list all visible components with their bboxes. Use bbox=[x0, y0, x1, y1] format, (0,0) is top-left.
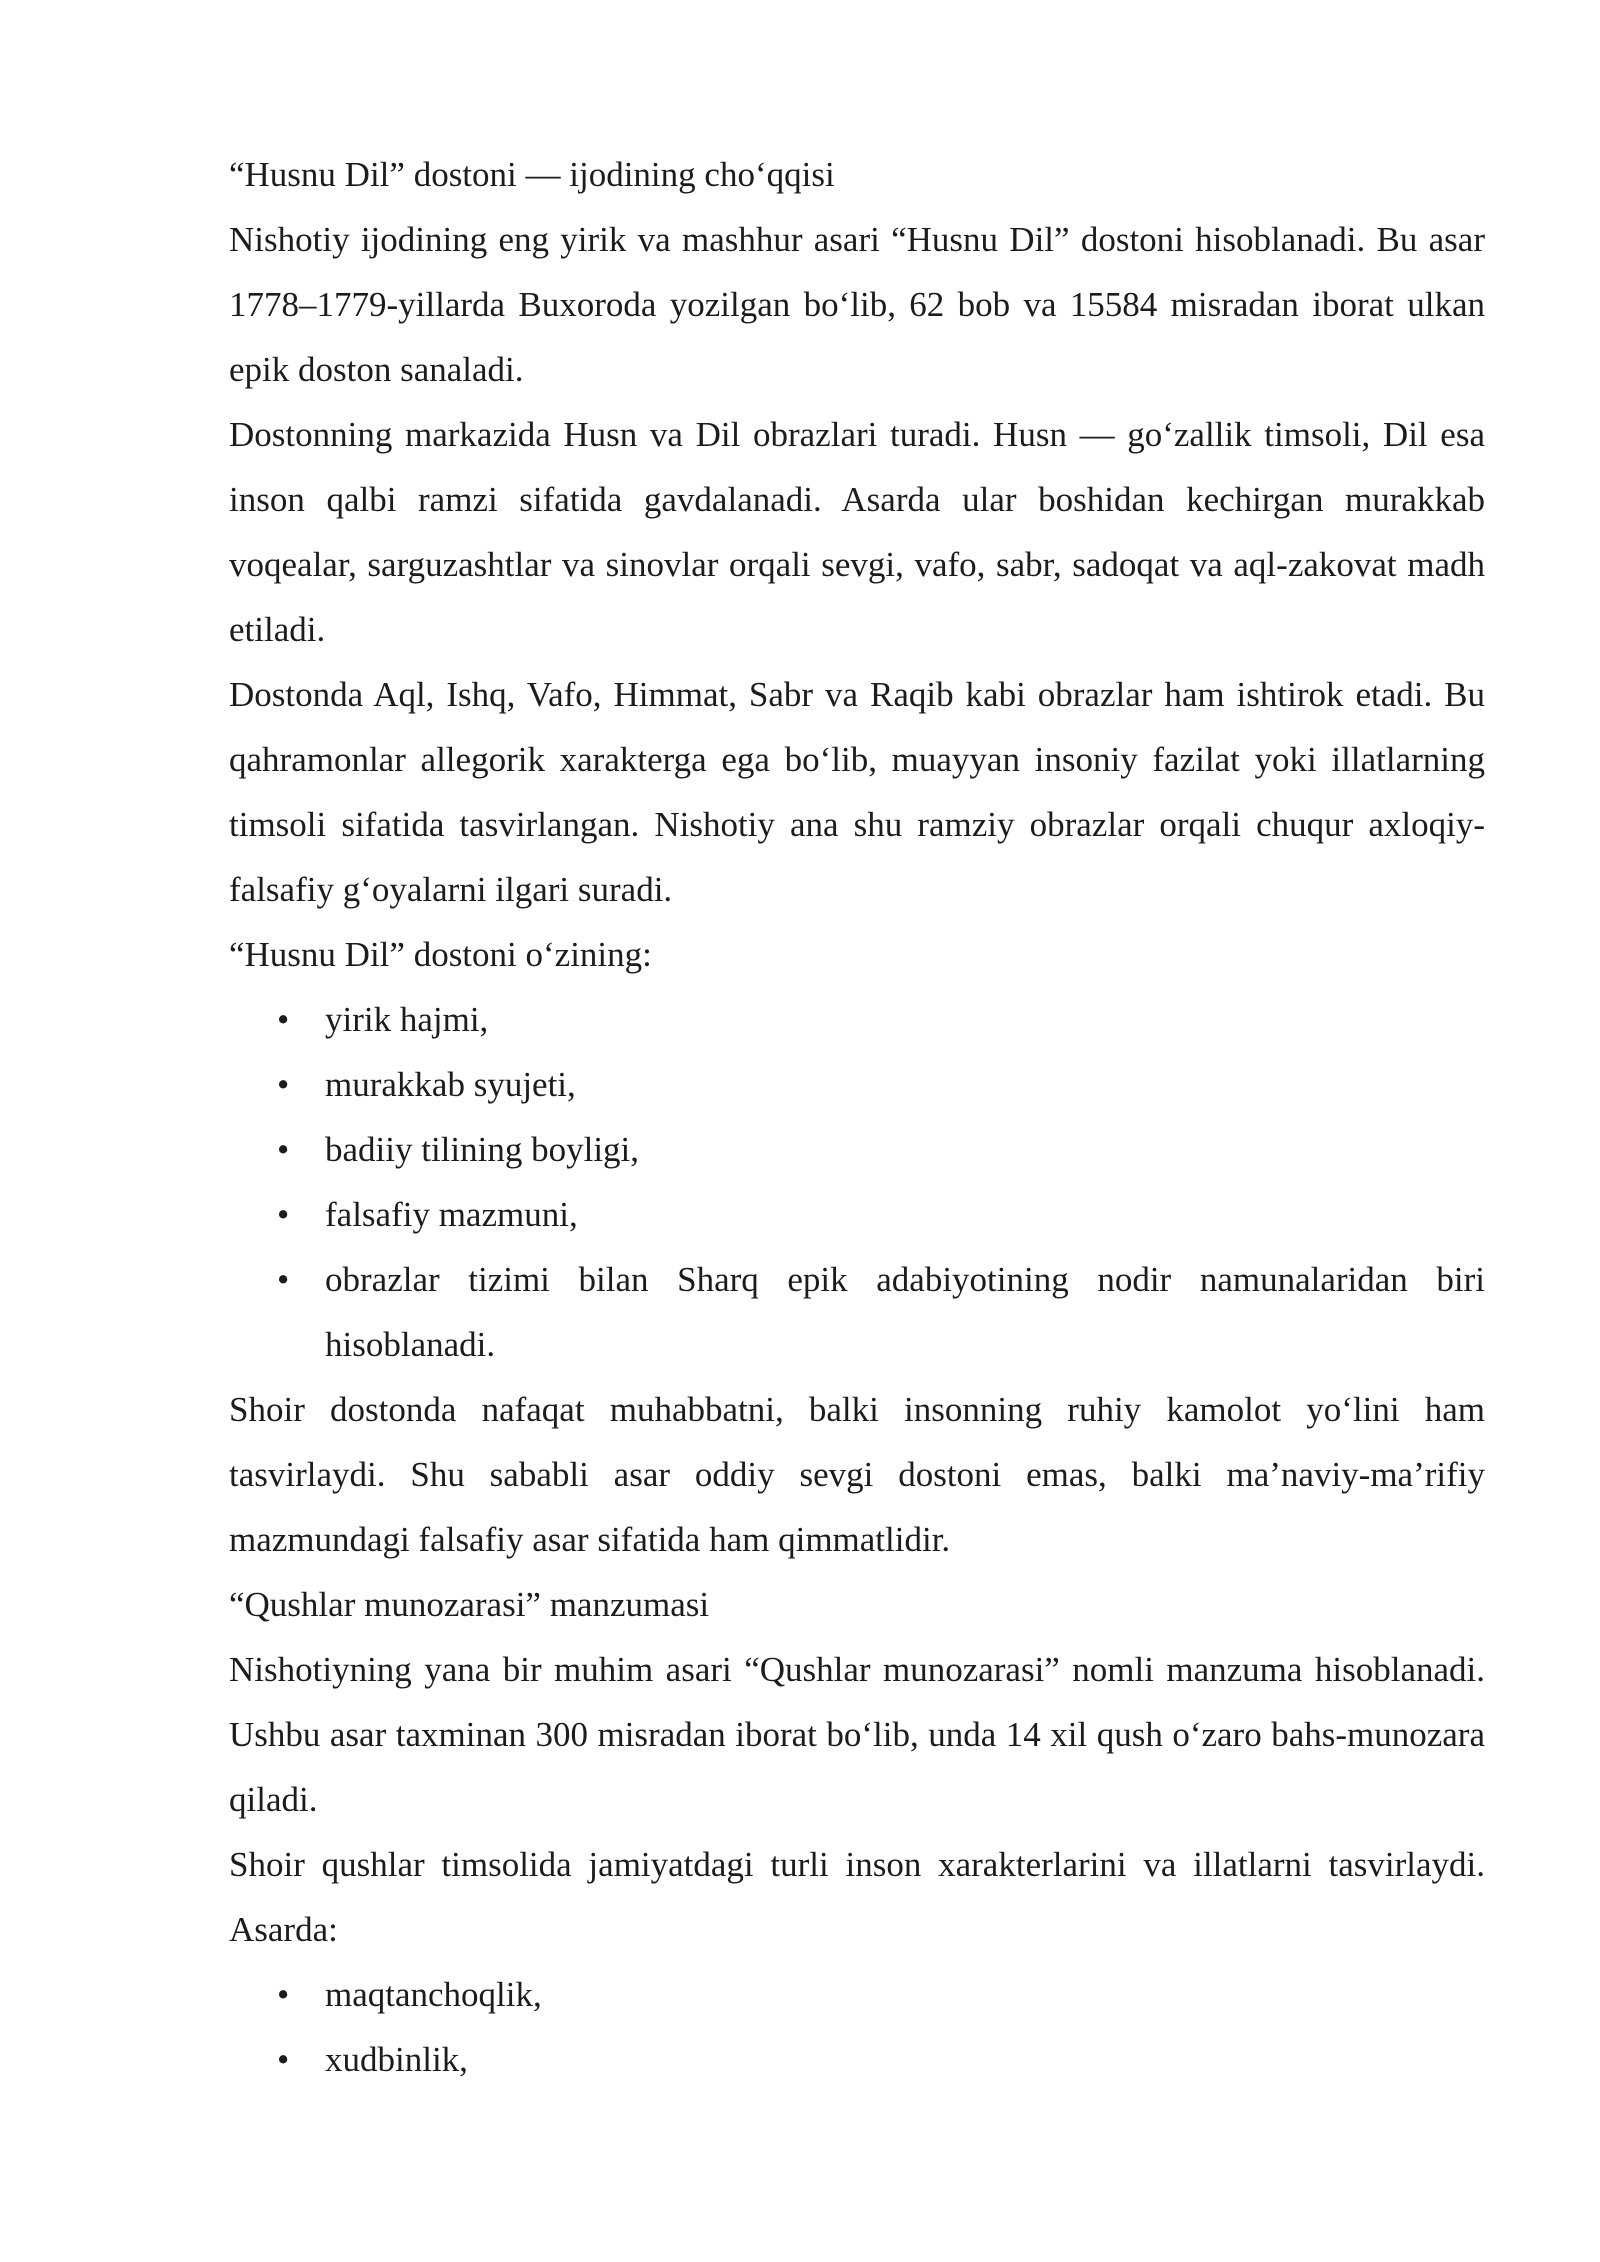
bullet-icon: • bbox=[277, 1130, 290, 1169]
list-item bbox=[229, 1052, 1485, 1117]
paragraph: Shoir dostonda nafaqat muhabbatni, balki insonning ruhiy kamolot yo‘lini ham tasvirlaydi. Shu sababli asar oddiy sevgi dostoni emas, balki ma’naviy-ma’rifiy mazmundagi falsafiy asar sifatida ham qimmatlidir. bbox=[229, 1390, 1485, 1559]
list-intro: “Husnu Dil” dostoni o‘zining: bbox=[229, 935, 652, 974]
paragraph: Shoir qushlar timsolida jamiyatdagi turli inson xarakterlarini va illatlarni tasvirlaydi. Asarda: bbox=[229, 1845, 1485, 1949]
bullet-icon: • bbox=[277, 2040, 290, 2079]
list-item-text: xudbinlik, bbox=[325, 2040, 468, 2079]
list-item bbox=[229, 1962, 1485, 2027]
list-item bbox=[229, 987, 1485, 1052]
list-item bbox=[229, 2027, 1485, 2092]
list-item-text: badiiy tilining boyligi, bbox=[325, 1130, 640, 1169]
bullet-icon: • bbox=[277, 1000, 290, 1039]
list-item bbox=[229, 1182, 1485, 1247]
paragraph: Dostonning markazida Husn va Dil obrazlari turadi. Husn — go‘zallik timsoli, Dil esa inson qalbi ramzi sifatida gavdalanadi. Asarda ular boshidan kechirgan murakkab voqealar, sarguzashtlar va sinovlar orqali sevgi, vafo, sabr, sadoqat va aql-zakovat madh etiladi. bbox=[229, 415, 1485, 649]
list-item-text: obrazlar tizimi bilan Sharq epik adabiyotining nodir namunalaridan biri hisoblanadi. bbox=[325, 1260, 1485, 1364]
bullet-list-vices bbox=[229, 1962, 1485, 2092]
paragraph: Nishotiyning yana bir muhim asari “Qushlar munozarasi” nomli manzuma hisoblanadi. Ushbu asar taxminan 300 misradan iborat bo‘lib, unda 14 xil qush o‘zaro bahs-munozara qiladi. bbox=[229, 1650, 1485, 1819]
bullet-icon: • bbox=[277, 1065, 290, 1104]
list-item bbox=[229, 1117, 1485, 1182]
list-item bbox=[229, 1247, 1485, 1377]
paragraph: Dostonda Aql, Ishq, Vafo, Himmat, Sabr va Raqib kabi obrazlar ham ishtirok etadi. Bu qahramonlar allegorik xarakterga ega bo‘lib, muayyan insoniy fazilat yoki illatlarning timsoli sifatida tasvirlangan. Nishotiy ana shu ramziy obrazlar orqali chuqur axloqiy-falsafiy g‘oyalarni ilgari suradi. bbox=[229, 675, 1485, 909]
list-item-text: yirik hajmi, bbox=[325, 1000, 489, 1039]
bullet-icon: • bbox=[277, 1975, 290, 2014]
paragraph: Nishotiy ijodining eng yirik va mashhur asari “Husnu Dil” dostoni hisoblanadi. Bu asar 1778–1779-yillarda Buxoroda yozilgan bo‘lib, 62 bob va 15584 misradan iborat ulkan epik doston sanaladi. bbox=[229, 220, 1485, 389]
bullet-icon: • bbox=[277, 1260, 290, 1299]
document-body bbox=[229, 142, 1485, 2092]
list-item-text: murakkab syujeti, bbox=[325, 1065, 576, 1104]
section-heading-husnu-dil: “Husnu Dil” dostoni — ijodining cho‘qqisi bbox=[229, 155, 835, 194]
bullet-list-features bbox=[229, 987, 1485, 1377]
section-heading-qushlar-munozarasi: “Qushlar munozarasi” manzumasi bbox=[229, 1585, 710, 1624]
bullet-icon: • bbox=[277, 1195, 290, 1234]
list-item-text: maqtanchoqlik, bbox=[325, 1975, 542, 2014]
list-item-text: falsafiy mazmuni, bbox=[325, 1195, 578, 1234]
